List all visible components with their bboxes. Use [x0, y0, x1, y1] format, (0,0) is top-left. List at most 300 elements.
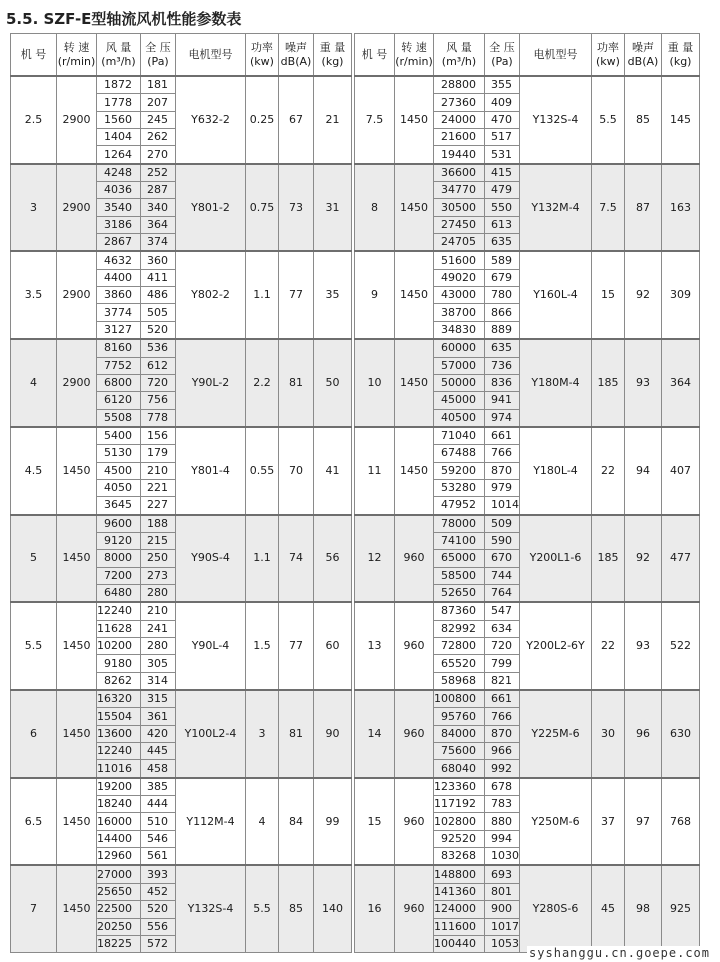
flow-cell: 11628 — [97, 620, 141, 637]
flow-cell: 9180 — [97, 655, 141, 672]
speed-cell: 2900 — [57, 251, 97, 339]
power-cell: 22 — [592, 427, 625, 515]
pressure-cell: 966 — [485, 743, 520, 760]
pressure-cell: 546 — [141, 830, 176, 847]
noise-cell: 70 — [279, 427, 314, 515]
pressure-cell: 280 — [141, 638, 176, 655]
power-cell: 5.5 — [246, 865, 279, 952]
pressure-cell: 355 — [485, 76, 520, 94]
pressure-cell: 766 — [485, 445, 520, 462]
fan-model-no: 3 — [11, 164, 57, 252]
flow-cell: 6480 — [97, 584, 141, 602]
header-speed — [395, 34, 434, 77]
speed-cell: 960 — [395, 602, 434, 690]
speed-cell: 1450 — [57, 865, 97, 952]
pressure-cell: 612 — [141, 357, 176, 374]
power-cell: 45 — [592, 865, 625, 952]
power-cell: 3 — [246, 690, 279, 778]
pressure-cell: 374 — [141, 234, 176, 252]
flow-cell: 1560 — [97, 111, 141, 128]
motor-cell: Y100L2-4 — [176, 690, 246, 778]
flow-cell: 4400 — [97, 269, 141, 286]
pressure-cell: 505 — [141, 304, 176, 321]
pressure-cell: 1030 — [485, 848, 520, 866]
fan-model-no: 13 — [355, 602, 395, 690]
motor-cell: Y132S-4 — [520, 76, 592, 164]
left-performance-table — [10, 33, 352, 953]
weight-cell: 90 — [314, 690, 352, 778]
fan-model-no: 6 — [11, 690, 57, 778]
speed-cell: 2900 — [57, 164, 97, 252]
table-row — [355, 164, 700, 182]
watermark-url: syshanggu.cn.goepe.com — [529, 946, 710, 960]
flow-cell: 3774 — [97, 304, 141, 321]
header-flow-label: 风 量 — [105, 40, 132, 54]
pressure-cell: 409 — [485, 94, 520, 111]
pressure-cell: 536 — [141, 339, 176, 357]
flow-cell: 27360 — [434, 94, 485, 111]
flow-cell: 18225 — [97, 935, 141, 952]
header-weight-label: 重 量 — [319, 40, 346, 54]
pressure-cell: 572 — [141, 935, 176, 952]
weight-cell: 925 — [662, 865, 700, 952]
table-row — [11, 251, 352, 269]
table-row — [355, 865, 700, 883]
pressure-cell: 693 — [485, 865, 520, 883]
pressure-cell: 590 — [485, 532, 520, 549]
noise-cell: 77 — [279, 251, 314, 339]
flow-cell: 72800 — [434, 638, 485, 655]
pressure-cell: 836 — [485, 374, 520, 391]
noise-cell: 74 — [279, 515, 314, 603]
flow-cell: 8160 — [97, 339, 141, 357]
flow-cell: 20250 — [97, 918, 141, 935]
flow-cell: 1872 — [97, 76, 141, 94]
pressure-cell: 207 — [141, 94, 176, 111]
noise-cell: 96 — [625, 690, 662, 778]
flow-cell: 43000 — [434, 287, 485, 304]
header-speed — [57, 34, 97, 77]
pressure-cell: 179 — [141, 445, 176, 462]
flow-cell: 11016 — [97, 760, 141, 778]
power-cell: 5.5 — [592, 76, 625, 164]
pressure-cell: 1017 — [485, 918, 520, 935]
flow-cell: 60000 — [434, 339, 485, 357]
pressure-cell: 670 — [485, 550, 520, 567]
weight-cell: 99 — [314, 778, 352, 866]
flow-cell: 59200 — [434, 462, 485, 479]
pressure-cell: 509 — [485, 515, 520, 533]
motor-cell: Y801-4 — [176, 427, 246, 515]
pressure-cell: 415 — [485, 164, 520, 182]
power-cell: 0.55 — [246, 427, 279, 515]
pressure-cell: 634 — [485, 620, 520, 637]
flow-cell: 6120 — [97, 392, 141, 409]
flow-cell: 8000 — [97, 550, 141, 567]
table-row — [11, 76, 352, 94]
header-weight-label: 重 量 — [667, 40, 694, 54]
flow-cell: 10200 — [97, 638, 141, 655]
flow-cell: 84000 — [434, 725, 485, 742]
pressure-cell: 452 — [141, 883, 176, 900]
noise-cell: 92 — [625, 515, 662, 603]
weight-cell: 407 — [662, 427, 700, 515]
fan-model-no: 3.5 — [11, 251, 57, 339]
fan-model-no: 9 — [355, 251, 395, 339]
flow-cell: 3860 — [97, 287, 141, 304]
table-row — [355, 251, 700, 269]
pressure-cell: 510 — [141, 813, 176, 830]
flow-cell: 12240 — [97, 602, 141, 620]
flow-cell: 75600 — [434, 743, 485, 760]
pressure-cell: 992 — [485, 760, 520, 778]
pressure-cell: 661 — [485, 427, 520, 445]
speed-cell: 1450 — [395, 339, 434, 427]
power-cell: 185 — [592, 515, 625, 603]
header-weight-unit: (kg) — [669, 54, 692, 68]
power-cell: 185 — [592, 339, 625, 427]
flow-cell: 53280 — [434, 479, 485, 496]
pressure-cell: 974 — [485, 409, 520, 427]
speed-cell: 1450 — [57, 778, 97, 866]
pressure-cell: 756 — [141, 392, 176, 409]
pressure-cell: 520 — [141, 901, 176, 918]
pressure-cell: 520 — [141, 321, 176, 339]
pressure-cell: 215 — [141, 532, 176, 549]
flow-cell: 82992 — [434, 620, 485, 637]
speed-cell: 960 — [395, 865, 434, 952]
flow-cell: 78000 — [434, 515, 485, 533]
flow-cell: 51600 — [434, 251, 485, 269]
header-speed-label: 转 速 — [401, 40, 427, 54]
motor-cell: Y90L-2 — [176, 339, 246, 427]
flow-cell: 8262 — [97, 672, 141, 690]
flow-cell: 123360 — [434, 778, 485, 796]
speed-cell: 1450 — [395, 164, 434, 252]
pressure-cell: 1014 — [485, 497, 520, 515]
header-pressure-label: 全 压 — [489, 40, 515, 54]
noise-cell: 97 — [625, 778, 662, 866]
header-row — [355, 34, 700, 77]
header-pressure — [485, 34, 520, 77]
header-pressure — [141, 34, 176, 77]
table-row — [11, 865, 352, 883]
flow-cell: 68040 — [434, 760, 485, 778]
pressure-cell: 635 — [485, 234, 520, 252]
header-model-no-label: 机 号 — [20, 47, 47, 61]
table-row — [11, 778, 352, 796]
pressure-cell: 364 — [141, 216, 176, 233]
pressure-cell: 470 — [485, 111, 520, 128]
flow-cell: 1404 — [97, 129, 141, 146]
noise-cell: 67 — [279, 76, 314, 164]
pressure-cell: 188 — [141, 515, 176, 533]
pressure-cell: 880 — [485, 813, 520, 830]
fan-model-no: 7.5 — [355, 76, 395, 164]
flow-cell: 67488 — [434, 445, 485, 462]
header-speed-unit: (r/min) — [395, 54, 433, 68]
motor-cell: Y200L1-6 — [520, 515, 592, 603]
header-flow-label: 风 量 — [446, 40, 472, 54]
flow-cell: 18240 — [97, 796, 141, 813]
flow-cell: 71040 — [434, 427, 485, 445]
pressure-cell: 517 — [485, 129, 520, 146]
flow-cell: 25650 — [97, 883, 141, 900]
flow-cell: 3645 — [97, 497, 141, 515]
speed-cell: 1450 — [395, 427, 434, 515]
speed-cell: 960 — [395, 778, 434, 866]
flow-cell: 4632 — [97, 251, 141, 269]
flow-cell: 87360 — [434, 602, 485, 620]
motor-cell: Y225M-6 — [520, 690, 592, 778]
weight-cell: 31 — [314, 164, 352, 252]
motor-cell: Y280S-6 — [520, 865, 592, 952]
noise-cell: 87 — [625, 164, 662, 252]
flow-cell: 28800 — [434, 76, 485, 94]
pressure-cell: 273 — [141, 567, 176, 584]
motor-cell: Y180L-4 — [520, 427, 592, 515]
flow-cell: 15504 — [97, 708, 141, 725]
flow-cell: 13600 — [97, 725, 141, 742]
pressure-cell: 360 — [141, 251, 176, 269]
pressure-cell: 210 — [141, 602, 176, 620]
header-motor — [176, 34, 246, 77]
pressure-cell: 780 — [485, 287, 520, 304]
table-header — [11, 34, 352, 77]
pressure-cell: 821 — [485, 672, 520, 690]
header-power — [246, 34, 279, 77]
power-cell: 22 — [592, 602, 625, 690]
flow-cell: 16320 — [97, 690, 141, 708]
flow-cell: 111600 — [434, 918, 485, 935]
flow-cell: 19440 — [434, 146, 485, 164]
flow-cell: 95760 — [434, 708, 485, 725]
fan-model-no: 16 — [355, 865, 395, 952]
motor-cell: Y132S-4 — [176, 865, 246, 952]
table-row — [11, 339, 352, 357]
pressure-cell: 900 — [485, 901, 520, 918]
power-cell: 1.5 — [246, 602, 279, 690]
flow-cell: 124000 — [434, 901, 485, 918]
header-speed-unit: (r/min) — [57, 54, 96, 68]
flow-cell: 6800 — [97, 374, 141, 391]
flow-cell: 102800 — [434, 813, 485, 830]
flow-cell: 14400 — [97, 830, 141, 847]
header-motor — [520, 34, 592, 77]
flow-cell: 4036 — [97, 182, 141, 199]
header-noise-label: 噪声 — [285, 40, 307, 54]
flow-cell: 100440 — [434, 935, 485, 952]
header-speed-label: 转 速 — [63, 40, 90, 54]
pressure-cell: 287 — [141, 182, 176, 199]
noise-cell: 81 — [279, 339, 314, 427]
table-body — [355, 76, 700, 953]
table-row — [11, 427, 352, 445]
table-row — [355, 602, 700, 620]
weight-cell: 145 — [662, 76, 700, 164]
flow-cell: 52650 — [434, 584, 485, 602]
header-noise-unit: dB(A) — [627, 54, 659, 68]
noise-cell: 73 — [279, 164, 314, 252]
flow-cell: 117192 — [434, 796, 485, 813]
pressure-cell: 744 — [485, 567, 520, 584]
pressure-cell: 661 — [485, 690, 520, 708]
pressure-cell: 221 — [141, 479, 176, 496]
flow-cell: 36600 — [434, 164, 485, 182]
pressure-cell: 889 — [485, 321, 520, 339]
header-power-unit: (kw) — [250, 54, 274, 68]
table-row — [355, 690, 700, 708]
flow-cell: 141360 — [434, 883, 485, 900]
noise-cell: 93 — [625, 602, 662, 690]
header-flow-unit: (m³/h) — [441, 54, 477, 68]
noise-cell: 92 — [625, 251, 662, 339]
table-row — [355, 515, 700, 533]
motor-cell: Y632-2 — [176, 76, 246, 164]
pressure-cell: 561 — [141, 848, 176, 866]
pressure-cell: 547 — [485, 602, 520, 620]
pressure-cell: 764 — [485, 584, 520, 602]
table-body — [11, 76, 352, 953]
header-flow — [434, 34, 485, 77]
weight-cell: 768 — [662, 778, 700, 866]
header-flow — [97, 34, 141, 77]
flow-cell: 27450 — [434, 216, 485, 233]
pressure-cell: 458 — [141, 760, 176, 778]
header-noise — [625, 34, 662, 77]
pressure-cell: 1053 — [485, 935, 520, 952]
motor-cell: Y200L2-6Y — [520, 602, 592, 690]
header-row — [11, 34, 352, 77]
noise-cell: 85 — [625, 76, 662, 164]
fan-model-no: 4.5 — [11, 427, 57, 515]
header-pressure-unit: (Pa) — [491, 54, 513, 68]
fan-model-no: 12 — [355, 515, 395, 603]
flow-cell: 34830 — [434, 321, 485, 339]
weight-cell: 364 — [662, 339, 700, 427]
speed-cell: 1450 — [395, 251, 434, 339]
pressure-cell: 720 — [141, 374, 176, 391]
pressure-cell: 613 — [485, 216, 520, 233]
weight-cell: 56 — [314, 515, 352, 603]
pressure-cell: 270 — [141, 146, 176, 164]
motor-cell: Y90L-4 — [176, 602, 246, 690]
power-cell: 1.1 — [246, 251, 279, 339]
header-model-no — [11, 34, 57, 77]
speed-cell: 1450 — [57, 427, 97, 515]
flow-cell: 50000 — [434, 374, 485, 391]
flow-cell: 9120 — [97, 532, 141, 549]
motor-cell: Y802-2 — [176, 251, 246, 339]
right-performance-table — [354, 33, 700, 953]
pressure-cell: 550 — [485, 199, 520, 216]
header-pressure-unit: (Pa) — [147, 54, 169, 68]
header-motor-label: 电机型号 — [533, 47, 578, 61]
table-row — [355, 427, 700, 445]
header-model-no-label: 机 号 — [361, 47, 388, 61]
pressure-cell: 227 — [141, 497, 176, 515]
flow-cell: 34770 — [434, 182, 485, 199]
power-cell: 1.1 — [246, 515, 279, 603]
pressure-cell: 420 — [141, 725, 176, 742]
pressure-cell: 635 — [485, 339, 520, 357]
header-power-label: 功率 — [597, 40, 619, 54]
motor-cell: Y250M-6 — [520, 778, 592, 866]
weight-cell: 60 — [314, 602, 352, 690]
fan-model-no: 10 — [355, 339, 395, 427]
pressure-cell: 241 — [141, 620, 176, 637]
flow-cell: 1778 — [97, 94, 141, 111]
pressure-cell: 589 — [485, 251, 520, 269]
flow-cell: 74100 — [434, 532, 485, 549]
noise-cell: 93 — [625, 339, 662, 427]
fan-model-no: 15 — [355, 778, 395, 866]
pressure-cell: 262 — [141, 129, 176, 146]
header-pressure-label: 全 压 — [145, 40, 171, 54]
pressure-cell: 783 — [485, 796, 520, 813]
flow-cell: 19200 — [97, 778, 141, 796]
pressure-cell: 941 — [485, 392, 520, 409]
header-noise-label: 噪声 — [632, 40, 654, 54]
pressure-cell: 361 — [141, 708, 176, 725]
header-weight-unit: (kg) — [321, 54, 344, 68]
motor-cell: Y801-2 — [176, 164, 246, 252]
fan-model-no: 8 — [355, 164, 395, 252]
table-row — [355, 339, 700, 357]
motor-cell: Y160L-4 — [520, 251, 592, 339]
fan-model-no: 5 — [11, 515, 57, 603]
flow-cell: 12240 — [97, 743, 141, 760]
fan-model-no: 14 — [355, 690, 395, 778]
flow-cell: 58968 — [434, 672, 485, 690]
noise-cell: 77 — [279, 602, 314, 690]
noise-cell: 81 — [279, 690, 314, 778]
flow-cell: 12960 — [97, 848, 141, 866]
speed-cell: 1450 — [57, 602, 97, 690]
motor-cell: Y112M-4 — [176, 778, 246, 866]
pressure-cell: 156 — [141, 427, 176, 445]
header-model-no — [355, 34, 395, 77]
pressure-cell: 778 — [141, 409, 176, 427]
weight-cell: 21 — [314, 76, 352, 164]
flow-cell: 4050 — [97, 479, 141, 496]
table-row — [11, 164, 352, 182]
motor-cell: Y90S-4 — [176, 515, 246, 603]
weight-cell: 630 — [662, 690, 700, 778]
header-noise-unit: dB(A) — [280, 54, 312, 68]
noise-cell: 98 — [625, 865, 662, 952]
speed-cell: 2900 — [57, 76, 97, 164]
speed-cell: 1450 — [395, 76, 434, 164]
fan-model-no: 6.5 — [11, 778, 57, 866]
motor-cell: Y180M-4 — [520, 339, 592, 427]
pressure-cell: 801 — [485, 883, 520, 900]
pressure-cell: 245 — [141, 111, 176, 128]
fan-model-no: 11 — [355, 427, 395, 515]
flow-cell: 16000 — [97, 813, 141, 830]
flow-cell: 47952 — [434, 497, 485, 515]
flow-cell: 58500 — [434, 567, 485, 584]
power-cell: 0.75 — [246, 164, 279, 252]
header-noise — [279, 34, 314, 77]
pressure-cell: 314 — [141, 672, 176, 690]
speed-cell: 960 — [395, 515, 434, 603]
pressure-cell: 181 — [141, 76, 176, 94]
flow-cell: 22500 — [97, 901, 141, 918]
fan-model-no: 5.5 — [11, 602, 57, 690]
fan-model-no: 7 — [11, 865, 57, 952]
flow-cell: 148800 — [434, 865, 485, 883]
